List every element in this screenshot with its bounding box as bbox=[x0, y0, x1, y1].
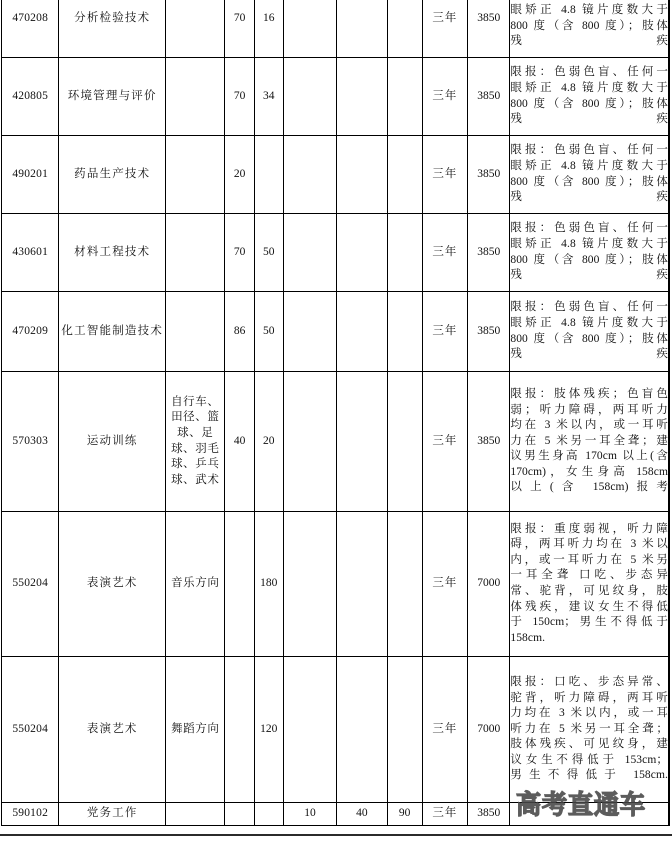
cell-restriction bbox=[510, 657, 669, 803]
restriction-line: 以上(含 158cm)报考 bbox=[510, 481, 668, 494]
cell-major-direction bbox=[166, 292, 225, 372]
table-row bbox=[2, 58, 670, 136]
table-body bbox=[2, 0, 670, 826]
restriction-line: 限报：色弱色盲、任何一 bbox=[510, 222, 668, 235]
cell-major-code: 490201 bbox=[2, 136, 59, 214]
cell-major-code: 430601 bbox=[2, 214, 59, 292]
restriction-line: 眼矫正 4.8 镜片度数大于 bbox=[510, 159, 668, 172]
cell-major-name: 药品生产技术 bbox=[59, 136, 166, 214]
cell-major-name: 环境管理与评价 bbox=[59, 58, 166, 136]
restriction-line: 眼矫正 4.8 镜片度数大于 bbox=[510, 81, 668, 94]
cell-plan-3 bbox=[283, 136, 336, 214]
cell-restriction bbox=[510, 292, 669, 372]
cell-restriction bbox=[510, 372, 669, 512]
cell-plan-4 bbox=[337, 292, 387, 372]
cell-plan-2: 16 bbox=[254, 0, 283, 58]
table-row bbox=[2, 512, 670, 657]
restriction-line: 170cm)，女生身高 158cm bbox=[510, 465, 668, 478]
restriction-line: 男生不得低于 158cm. bbox=[510, 769, 668, 782]
restriction-line: 内，或一耳听力在 5 米另 bbox=[510, 553, 668, 566]
restriction-line: 力均在 3 米以内，或一耳 bbox=[510, 707, 668, 720]
cell-major-direction: 舞蹈方向 bbox=[166, 657, 225, 803]
cell-restriction bbox=[510, 58, 669, 136]
restriction-line: 眼矫正 4.8 镜片度数大于 bbox=[510, 237, 668, 250]
cell-major-name: 表演艺术 bbox=[59, 512, 166, 657]
cell-duration: 三年 bbox=[422, 136, 467, 214]
restriction-line: 限报：色弱色盲、任何一 bbox=[510, 144, 668, 157]
cell-major-direction bbox=[166, 58, 225, 136]
cell-plan-2 bbox=[254, 136, 283, 214]
cell-major-direction: 音乐方向 bbox=[166, 512, 225, 657]
table-row bbox=[2, 136, 670, 214]
cell-major-code: 570303 bbox=[2, 372, 59, 512]
cell-plan-1 bbox=[225, 803, 254, 826]
cell-restriction bbox=[510, 803, 669, 826]
restriction-line: 议女生不得低于 153cm； bbox=[510, 753, 668, 766]
table-row bbox=[2, 372, 670, 512]
cell-plan-2 bbox=[254, 803, 283, 826]
cell-plan-2: 20 bbox=[254, 372, 283, 512]
cell-plan-1: 86 bbox=[225, 292, 254, 372]
restriction-line: 残疾 bbox=[510, 113, 668, 126]
cell-major-code: 590102 bbox=[2, 803, 59, 826]
restriction-line: 限报：重度弱视，听力障 bbox=[510, 522, 668, 535]
cell-plan-2: 50 bbox=[254, 292, 283, 372]
restriction-line: 限报：肢体残疾；色盲色 bbox=[510, 388, 668, 401]
cell-tuition: 3850 bbox=[468, 292, 510, 372]
restriction-line: 800 度（含 800 度）；肢体 bbox=[510, 97, 668, 110]
restriction-line: 残疾 bbox=[510, 191, 668, 204]
cell-tuition: 3850 bbox=[468, 0, 510, 58]
restriction-line: 驼背，听力障碍，两耳听 bbox=[510, 691, 668, 704]
cell-plan-3 bbox=[283, 292, 336, 372]
cell-major-direction bbox=[166, 803, 225, 826]
cell-restriction bbox=[510, 214, 669, 292]
cell-plan-2: 180 bbox=[254, 512, 283, 657]
restriction-line: 弱；听力障碍，两耳听力 bbox=[510, 403, 668, 416]
admission-plan-table bbox=[1, 0, 670, 826]
restriction-line: 限报：口吃、步态异常、 bbox=[510, 676, 668, 689]
cell-restriction bbox=[510, 512, 669, 657]
cell-major-name: 运动训练 bbox=[59, 372, 166, 512]
cell-tuition: 3850 bbox=[468, 58, 510, 136]
cell-tuition: 3850 bbox=[468, 372, 510, 512]
cell-plan-1: 70 bbox=[225, 0, 254, 58]
cell-tuition: 3850 bbox=[468, 803, 510, 826]
restriction-line: 议男生身高 170cm 以上(含 bbox=[510, 450, 668, 463]
cell-duration: 三年 bbox=[422, 372, 467, 512]
table-row bbox=[2, 803, 670, 826]
cell-major-name: 党务工作 bbox=[59, 803, 166, 826]
cell-plan-3 bbox=[283, 512, 336, 657]
restriction-line: 眼矫正 4.8 镜片度数大于 bbox=[510, 316, 668, 329]
restriction-line: 158cm. bbox=[510, 631, 546, 644]
cell-plan-5 bbox=[387, 58, 422, 136]
restriction-line: 碍，两耳听力均在 3 米以 bbox=[510, 538, 668, 551]
restriction-line: 800 度（含 800 度）；肢体 bbox=[510, 332, 668, 345]
cell-duration: 三年 bbox=[422, 0, 467, 58]
cell-tuition: 7000 bbox=[468, 512, 510, 657]
cell-plan-3 bbox=[283, 372, 336, 512]
cell-major-code: 550204 bbox=[2, 657, 59, 803]
table-row bbox=[2, 657, 670, 803]
cell-plan-4 bbox=[337, 136, 387, 214]
cell-major-code: 470208 bbox=[2, 0, 59, 58]
restriction-line: 力在 5 米另一耳全聋；建 bbox=[510, 434, 668, 447]
cell-major-code: 470209 bbox=[2, 292, 59, 372]
cell-plan-3: 10 bbox=[283, 803, 336, 826]
restriction-line: 肢体残疾、可见纹身，建 bbox=[510, 738, 668, 751]
cell-plan-4 bbox=[337, 58, 387, 136]
cell-major-direction: 自行车、田径、篮球、足球、羽毛球、乒乓球、武术 bbox=[166, 372, 225, 512]
cell-plan-5 bbox=[387, 512, 422, 657]
cell-plan-4 bbox=[337, 372, 387, 512]
cell-plan-4 bbox=[337, 512, 387, 657]
cell-plan-5 bbox=[387, 372, 422, 512]
cell-plan-2: 120 bbox=[254, 657, 283, 803]
cell-plan-1: 70 bbox=[225, 58, 254, 136]
cell-plan-1: 40 bbox=[225, 372, 254, 512]
restriction-line: 残疾 bbox=[510, 35, 668, 48]
cell-duration: 三年 bbox=[422, 657, 467, 803]
restriction-line: 眼矫正 4.8 镜片度数大于 bbox=[510, 3, 668, 16]
cell-plan-2: 50 bbox=[254, 214, 283, 292]
cell-duration: 三年 bbox=[422, 292, 467, 372]
cell-tuition: 7000 bbox=[468, 657, 510, 803]
cell-major-direction bbox=[166, 0, 225, 58]
cell-duration: 三年 bbox=[422, 803, 467, 826]
cell-plan-1 bbox=[225, 657, 254, 803]
restriction-line: 均在 3 米以内，或一耳听 bbox=[510, 419, 668, 432]
cell-plan-1 bbox=[225, 512, 254, 657]
restriction-line: 于 150cm；男生不得低于 bbox=[510, 616, 668, 629]
cell-plan-5 bbox=[387, 0, 422, 58]
restriction-line: 限报：色弱色盲、任何一 bbox=[510, 301, 668, 314]
restriction-line: 体残疾，建议女生不得低 bbox=[510, 600, 668, 613]
cell-duration: 三年 bbox=[422, 214, 467, 292]
cell-plan-2: 34 bbox=[254, 58, 283, 136]
cell-duration: 三年 bbox=[422, 512, 467, 657]
restriction-line: 一耳全聋 口吃、步态异 bbox=[510, 569, 668, 582]
cell-restriction bbox=[510, 136, 669, 214]
cell-plan-3 bbox=[283, 214, 336, 292]
cell-tuition: 3850 bbox=[468, 136, 510, 214]
cell-major-name: 分析检验技术 bbox=[59, 0, 166, 58]
cell-plan-4 bbox=[337, 0, 387, 58]
table-row bbox=[2, 292, 670, 372]
table-row bbox=[2, 0, 670, 58]
cell-plan-5 bbox=[387, 136, 422, 214]
table-row bbox=[2, 214, 670, 292]
cell-plan-4 bbox=[337, 214, 387, 292]
cell-plan-5: 90 bbox=[387, 803, 422, 826]
page-bottom-rule bbox=[0, 834, 672, 836]
cell-major-direction bbox=[166, 214, 225, 292]
cell-plan-1: 70 bbox=[225, 214, 254, 292]
cell-plan-4 bbox=[337, 657, 387, 803]
cell-plan-3 bbox=[283, 58, 336, 136]
cell-duration: 三年 bbox=[422, 58, 467, 136]
cell-plan-5 bbox=[387, 214, 422, 292]
restriction-line: 残疾 bbox=[510, 269, 668, 282]
cell-major-name: 表演艺术 bbox=[59, 657, 166, 803]
cell-major-direction bbox=[166, 136, 225, 214]
cell-plan-5 bbox=[387, 657, 422, 803]
cell-major-code: 550204 bbox=[2, 512, 59, 657]
cell-plan-5 bbox=[387, 292, 422, 372]
restriction-line: 限报：色弱色盲、任何一 bbox=[510, 66, 668, 79]
cell-plan-4: 40 bbox=[337, 803, 387, 826]
restriction-line: 残疾 bbox=[510, 348, 668, 361]
cell-plan-1: 20 bbox=[225, 136, 254, 214]
restriction-line: 常、驼背，可见纹身，肢 bbox=[510, 585, 668, 597]
restriction-line: 800 度（含 800 度）；肢体 bbox=[510, 19, 668, 32]
restriction-line: 800 度（含 800 度）；肢体 bbox=[510, 175, 668, 188]
cell-major-name: 材料工程技术 bbox=[59, 214, 166, 292]
cell-restriction bbox=[510, 0, 669, 58]
cell-major-name: 化工智能制造技术 bbox=[59, 292, 166, 372]
restriction-line: 800 度（含 800 度）；肢体 bbox=[510, 253, 668, 266]
cell-plan-3 bbox=[283, 657, 336, 803]
cell-plan-3 bbox=[283, 0, 336, 58]
restriction-line: 听力在 5 米另一耳全聋； bbox=[510, 722, 668, 735]
cell-tuition: 3850 bbox=[468, 214, 510, 292]
cell-major-code: 420805 bbox=[2, 58, 59, 136]
